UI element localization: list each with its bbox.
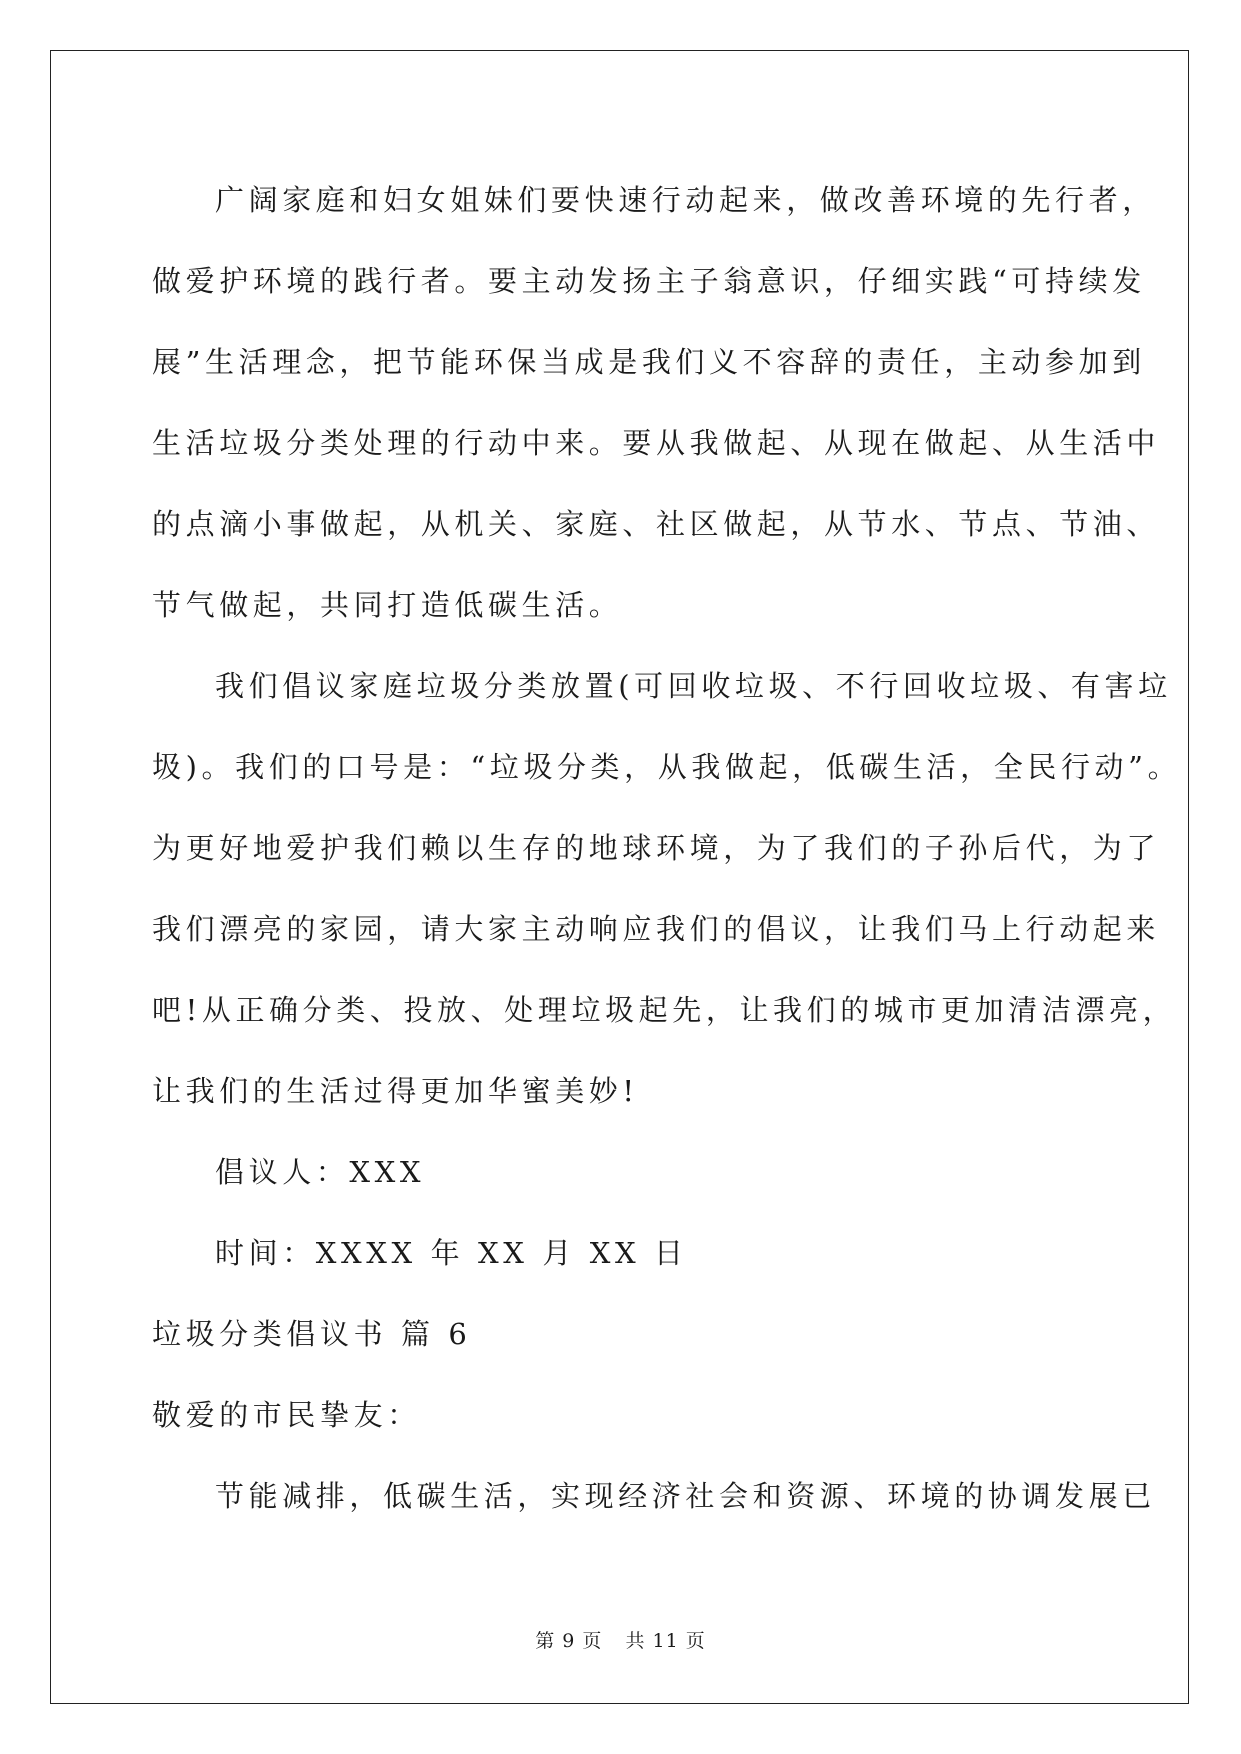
date-line: 时间：XXXX 年 XX 月 XX 日 [215,1236,688,1270]
proposer-line: 倡议人：XXX [215,1155,426,1189]
page-footer [0,1626,1241,1653]
paragraph-line: 广阔家庭和妇女姐妹们要快速行动起来，做改善环境的先行者， [215,183,1156,217]
paragraph-line: 展”生活理念，把节能环保当成是我们义不容辞的责任，主动参加到 [152,345,1146,379]
paragraph-line: 吧!从正确分类、投放、处理垃圾起先，让我们的城市更加清洁漂亮， [152,993,1177,1027]
paragraph-line: 生活垃圾分类处理的行动中来。要从我做起、从现在做起、从生活中 [152,426,1161,460]
paragraph-line: 的点滴小事做起，从机关、家庭、社区做起，从节水、节点、节油、 [152,507,1161,541]
paragraph-line: 我们倡议家庭垃圾分类放置(可回收垃圾、不行回收垃圾、有害垃 [215,669,1172,703]
paragraph-line: 节能减排，低碳生活，实现经济社会和资源、环境的协调发展已 [215,1479,1156,1513]
paragraph-line: 我们漂亮的家园，请大家主动响应我们的倡议，让我们马上行动起来 [152,912,1161,946]
current-page-number: 第 9 页 [535,1630,603,1652]
section-heading: 垃圾分类倡议书 篇 6 [152,1317,472,1351]
salutation-line: 敬爱的市民挚友： [152,1398,421,1432]
paragraph-line: 为更好地爱护我们赖以生存的地球环境，为了我们的子孙后代，为了 [152,831,1161,865]
paragraph-line: 让我们的生活过得更加华蜜美妙! [152,1074,639,1108]
paragraph-line: 做爱护环境的践行者。要主动发扬主子翁意识，仔细实践“可持续发 [152,264,1146,298]
total-pages: 共 11 页 [625,1630,706,1652]
paragraph-line: 节气做起，共同打造低碳生活。 [152,588,623,622]
document-body [152,160,1182,1537]
paragraph-line: 圾)。我们的口号是：“垃圾分类，从我做起，低碳生活，全民行动”。 [152,750,1182,784]
